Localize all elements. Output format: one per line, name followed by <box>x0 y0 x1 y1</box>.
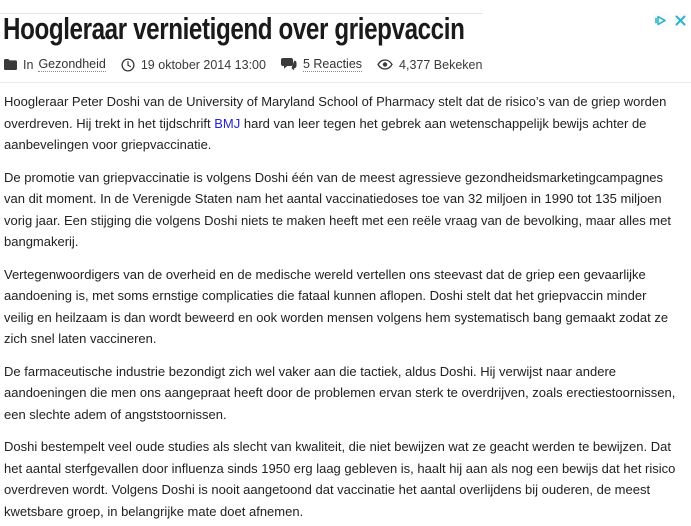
eye-icon <box>377 59 393 70</box>
close-x-icon <box>675 15 686 26</box>
paragraph-1-text-before: Hoogleraar Peter Doshi van de University of Maryland School of Pharmacy stelt dat de risico’s van de griep worden overdreven. Hij trekt in het tijdschrift <box>4 94 667 131</box>
paragraph-1-text-after: hard van leer tegen het gebrek aan wetenschappelijk bewijs achter de aanbevelingen voor griepvaccinatie. <box>4 115 647 152</box>
ad-controls <box>653 13 688 27</box>
meta-comments <box>281 57 362 72</box>
page-title: Hoogleraar vernietigend over griepvaccin <box>3 11 465 46</box>
publish-date: 19 oktober 2014 13:00 <box>140 57 266 72</box>
clock-icon <box>121 58 135 72</box>
category-prefix: In <box>23 57 34 72</box>
paragraph-3: Vertegenwoordigers van de overheid en de medische wereld vertellen ons steevast dat de griep een gevaarlijke aandoening is, met soms ernstige complicaties die fataal kunnen aflopen. Doshi stelt dat het griepvaccin minder veilig en heilzaam is dan wordt beweerd en ook worden mensen volgens hem systematisch bang gemaakt zodat ze zich snel laten vaccineren. <box>4 266 669 346</box>
comments-icon <box>281 58 297 71</box>
article-meta <box>4 57 691 72</box>
meta-date <box>121 58 266 72</box>
paragraph-2: De promotie van griepvaccinatie is volgens Doshi één van de meest agressieve gezondheidsmarketingcampagnes van dit moment. In de Verenigde Staten nam het aantal vaccinatiedoses toe van 32 miljoen in 1990 tot 135 miljoen vorig jaar. Een stijging die volgens Doshi niets te maken heeft met een reële vraag van de bevolking, maar alles met bangmakerij. <box>4 169 671 249</box>
comments-link[interactable]: 5 Reacties <box>302 57 363 71</box>
adchoices-triangle-icon <box>654 14 667 27</box>
meta-divider <box>0 82 691 83</box>
paragraph-5: Doshi bestempelt veel oude studies als slecht van kwaliteit, die niet bewijzen wat ze geacht werden te bewijzen. Dat het aantal sterfgevallen door influenza sinds 1950 erg laag gebleven is, haalt hij aan als nog een bewijs dat het risico overdreven wordt. Volgens Doshi is nooit aangetoond dat vaccinatie het aantal overlijdens bij ouderen, de meest kwetsbare groep, in belangrijke mate doet afnemen. <box>4 439 676 519</box>
paragraph-1 <box>4 91 677 156</box>
ad-close-icon[interactable] <box>673 13 688 27</box>
folder-icon <box>4 59 17 70</box>
article-body <box>0 91 691 522</box>
views-count: 4,377 Bekeken <box>399 57 483 72</box>
meta-category <box>4 57 106 72</box>
article-page <box>0 11 691 526</box>
category-link[interactable]: Gezondheid <box>38 57 106 71</box>
meta-views <box>377 58 482 72</box>
bmj-link[interactable]: BMJ <box>214 115 241 131</box>
paragraph-4: De farmaceutische industrie bezondigt zich wel vaker aan die tactiek, aldus Doshi. Hij verwijst naar andere aandoeningen die men ons aangepraat heeft door de problemen ervan sterk te overdrijven, zoals erectiestoornissen, een slechte adem of angststoornissen. <box>4 363 676 422</box>
adchoices-icon[interactable] <box>653 13 668 27</box>
